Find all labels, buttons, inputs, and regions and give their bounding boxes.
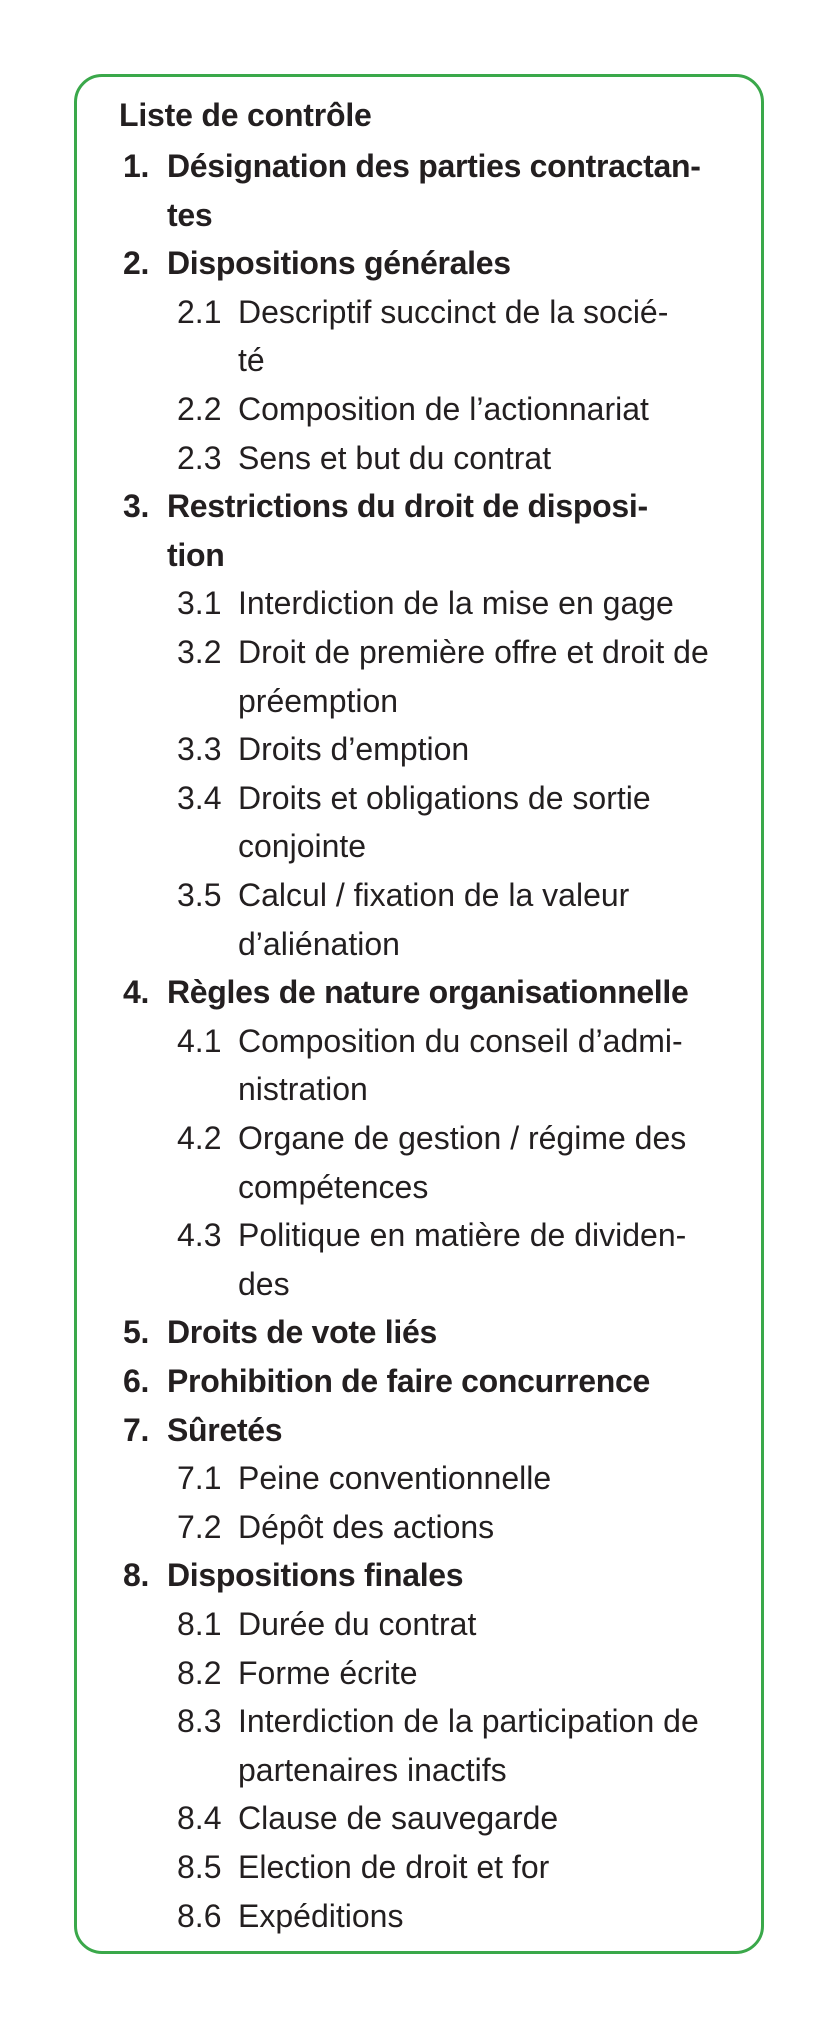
- subsection-item: [0, 1503, 829, 1552]
- subsection-text: Clause de sauvegarde: [238, 1800, 559, 1837]
- subsection-number: 2.2: [177, 391, 222, 427]
- subsection-item: [0, 628, 829, 725]
- subsection-text: partenaires inactifs: [238, 1751, 507, 1788]
- subsection-text: Sens et but du contrat: [238, 439, 552, 476]
- section-text: Restrictions du droit de disposi-: [167, 488, 648, 525]
- subsection-number: 2.1: [177, 293, 222, 330]
- subsection-text: Election de droit et for: [238, 1849, 550, 1885]
- subsection-number: 8.6: [177, 1897, 222, 1934]
- subsection-number: 8.3: [177, 1703, 222, 1740]
- subsection-text: Droits d’emption: [238, 731, 470, 768]
- subsection-number: 4.3: [177, 1217, 222, 1254]
- section-text: Désignation des parties contractan-: [167, 148, 701, 184]
- section-text: Droits de vote liés: [167, 1314, 437, 1351]
- subsection-text: Interdiction de la participation de: [238, 1703, 699, 1740]
- subsection-text: Interdiction de la mise en gage: [238, 585, 674, 622]
- subsection-text: compétences: [238, 1168, 429, 1205]
- section-text: Dispositions finales: [167, 1557, 464, 1594]
- subsection-text: Composition du conseil d’admi-: [238, 1022, 683, 1059]
- section-item: [0, 968, 829, 1017]
- section-item: [0, 1357, 829, 1406]
- subsection-number: 8.5: [177, 1849, 222, 1885]
- subsection-text: Forme écrite: [238, 1654, 418, 1691]
- section-item: [0, 1551, 829, 1600]
- subsection-item: [0, 1454, 829, 1503]
- subsection-item: [0, 1794, 829, 1843]
- subsection-text: té: [238, 342, 265, 379]
- section-number: 1.: [123, 148, 150, 184]
- subsection-number: 7.2: [177, 1508, 222, 1545]
- section-item: [0, 482, 829, 579]
- subsection-text: conjointe: [238, 828, 367, 865]
- subsection-text: Droit de première offre et droit de: [238, 634, 709, 670]
- subsection-item: [0, 1017, 829, 1114]
- section-text: Règles de nature organisationnelle: [167, 974, 689, 1011]
- subsection-text: nistration: [238, 1071, 368, 1108]
- subsection-text: d’aliénation: [238, 925, 400, 962]
- subsection-item: [0, 1892, 829, 1941]
- subsection-text: Descriptif succinct de la socié-: [238, 293, 669, 330]
- subsection-text: Composition de l’actionnariat: [238, 391, 649, 427]
- subsection-number: 3.1: [177, 585, 222, 622]
- subsection-item: [0, 725, 829, 774]
- subsection-item: [0, 871, 829, 968]
- subsection-number: 3.2: [177, 634, 222, 670]
- subsection-number: 8.1: [177, 1606, 222, 1642]
- section-text: Dispositions générales: [167, 245, 511, 282]
- subsection-item: [0, 1600, 829, 1649]
- section-number: 5.: [123, 1314, 150, 1351]
- subsection-text: Politique en matière de dividen-: [238, 1217, 687, 1254]
- section-number: 3.: [123, 488, 150, 525]
- section-number: 7.: [123, 1411, 150, 1448]
- section-text: tion: [167, 536, 225, 573]
- subsection-text: Dépôt des actions: [238, 1508, 495, 1545]
- subsection-number: 7.1: [177, 1460, 222, 1497]
- subsection-number: 3.3: [177, 731, 222, 768]
- subsection-text: préemption: [238, 682, 399, 719]
- section-text: tes: [167, 196, 213, 233]
- subsection-item: [0, 1697, 829, 1794]
- subsection-number: 2.3: [177, 439, 222, 476]
- subsection-item: [0, 1211, 829, 1308]
- subsection-text: Calcul / fixation de la valeur: [238, 877, 630, 913]
- checklist-title: Liste de contrôle: [119, 97, 372, 133]
- section-item: [0, 142, 829, 239]
- subsection-item: [0, 434, 829, 483]
- section-number: 6.: [123, 1363, 150, 1399]
- subsection-text: Durée du contrat: [238, 1606, 477, 1642]
- subsection-number: 4.2: [177, 1120, 222, 1156]
- subsection-number: 8.4: [177, 1800, 222, 1837]
- section-item: [0, 1406, 829, 1455]
- subsection-text: Organe de gestion / régime des: [238, 1120, 687, 1156]
- subsection-item: [0, 385, 829, 434]
- subsection-text: Expéditions: [238, 1897, 404, 1934]
- subsection-text: des: [238, 1265, 290, 1302]
- subsection-number: 3.4: [177, 779, 222, 816]
- subsection-text: Droits et obligations de sortie: [238, 779, 651, 816]
- section-item: [0, 1308, 829, 1357]
- subsection-item: [0, 774, 829, 871]
- section-number: 2.: [123, 245, 150, 282]
- section-item: [0, 239, 829, 288]
- subsection-item: [0, 1649, 829, 1698]
- subsection-item: [0, 288, 829, 385]
- section-number: 8.: [123, 1557, 150, 1594]
- subsection-item: [0, 1843, 829, 1892]
- section-text: Prohibition de faire concurrence: [167, 1363, 650, 1399]
- subsection-text: Peine conventionnelle: [238, 1460, 552, 1497]
- subsection-item: [0, 579, 829, 628]
- subsection-number: 3.5: [177, 877, 222, 913]
- subsection-item: [0, 1114, 829, 1211]
- section-text: Sûretés: [167, 1411, 283, 1448]
- section-number: 4.: [123, 974, 150, 1011]
- subsection-number: 4.1: [177, 1022, 222, 1059]
- subsection-number: 8.2: [177, 1654, 222, 1691]
